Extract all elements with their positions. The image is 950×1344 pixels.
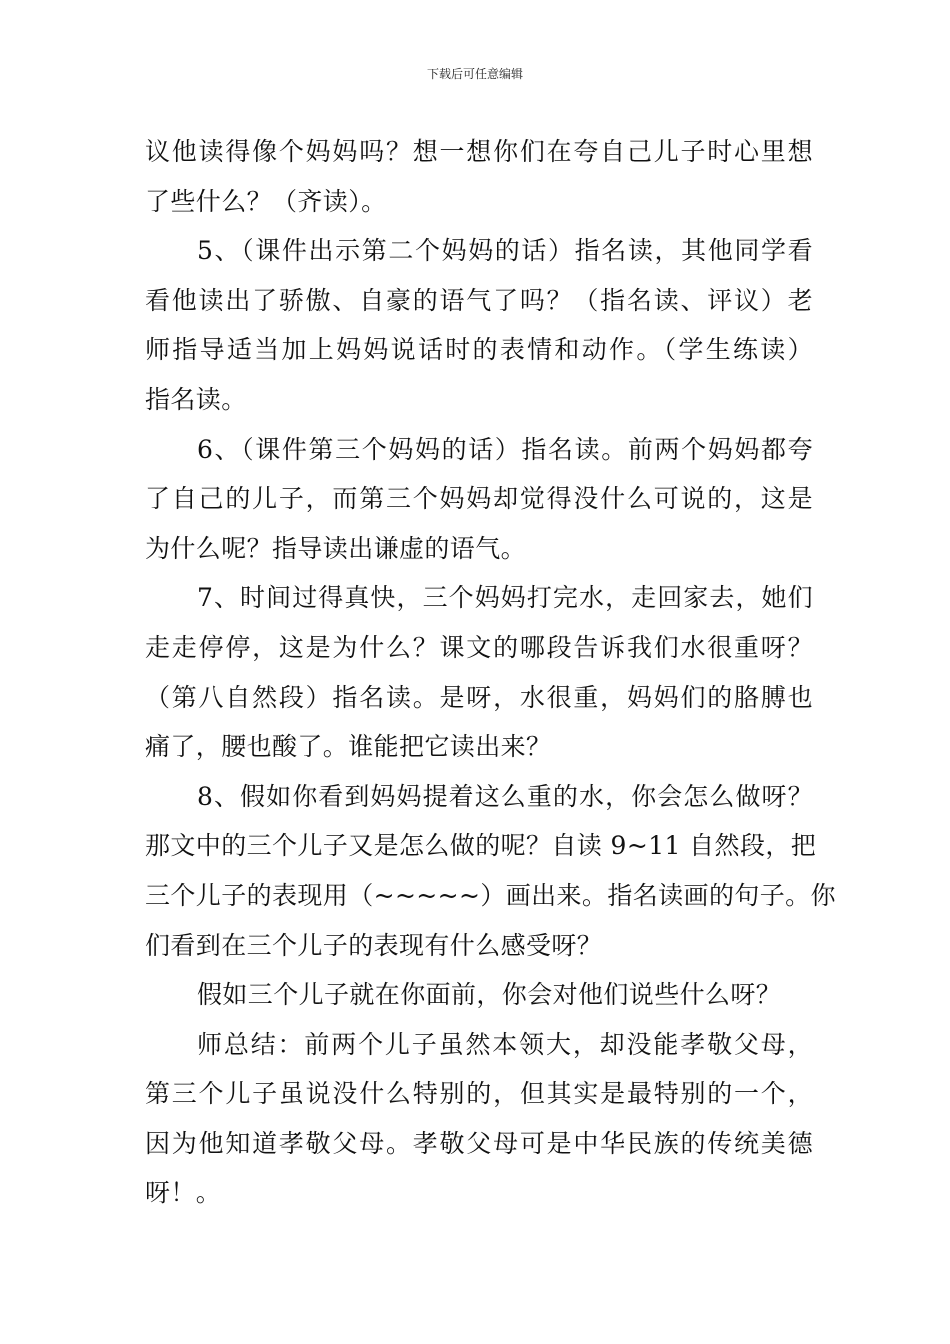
text-line: 走走停停，这是为什么？课文的哪段告诉我们水很重呀？ [145,632,813,662]
text-line: 因为他知道孝敬父母。孝敬父母可是中华民族的传统美德 [145,1128,813,1158]
text-line: 呀！。 [145,1178,222,1208]
text-line: 们看到在三个儿子的表现有什么感受呀？ [145,930,603,960]
text-line: （第八自然段）指名读。是呀，水很重，妈妈们的胳膊也 [145,682,813,712]
text-line: 7、时间过得真快，三个妈妈打完水，走回家去，她们 [197,583,813,613]
text-line: 8、假如你看到妈妈提着这么重的水，你会怎么做呀？ [197,781,813,811]
text-line: 痛了，腰也酸了。谁能把它读出来？ [145,732,552,762]
text-line: 为什么呢？指导读出谦虚的语气。 [145,533,527,563]
text-line: 师指导适当加上妈妈说话时的表情和动作。（学生练读） [145,335,813,365]
text-line: 假如三个儿子就在你面前，你会对他们说些什么呀？ [197,980,782,1010]
page-header-note: 下载后可任意编辑 [426,67,523,81]
text-line: 了自己的儿子，而第三个妈妈却觉得没什么可说的，这是 [145,484,813,514]
text-line: 看他读出了骄傲、自豪的语气了吗？（指名读、评议）老 [145,285,813,315]
text-line: 第三个儿子虽说没什么特别的，但其实是最特别的一个， [145,1079,813,1109]
text-line: 师总结：前两个儿子虽然本领大，却没能孝敬父母， [197,1029,813,1059]
text-line: 指名读。 [145,384,247,414]
text-line: 那文中的三个儿子又是怎么做的呢？自读 9~11 自然段，把 [145,831,817,861]
text-line: 6、（课件第三个妈妈的话）指名读。前两个妈妈都夸 [197,434,813,464]
document-body [145,127,836,1218]
text-line: 5、（课件出示第二个妈妈的话）指名读，其他同学看 [197,236,813,266]
text-line: 三个儿子的表现用（~~~~~）画出来。指名读画的句子。你 [145,880,836,910]
text-line: 议他读得像个妈妈吗？想一想你们在夸自己儿子时心里想 [145,137,813,166]
text-line: 了些什么？（齐读）。 [145,186,387,216]
